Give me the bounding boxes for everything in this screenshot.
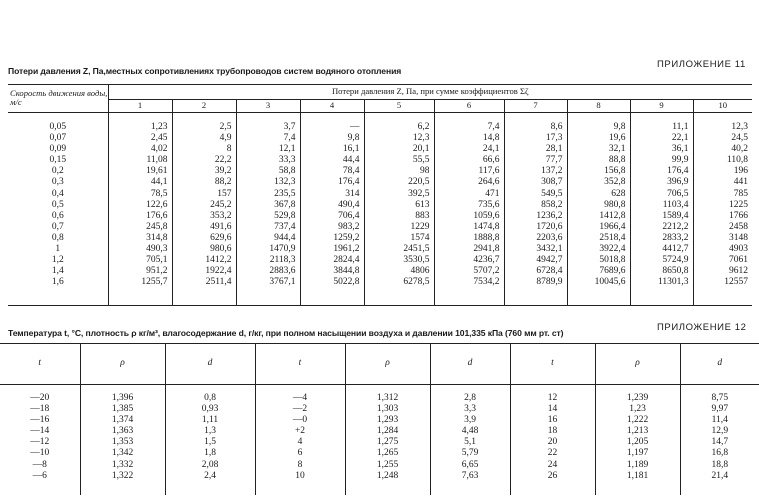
table-cell: 705,1	[146, 255, 168, 266]
table-cell: 1,265	[376, 448, 399, 459]
table-cell: 1,374	[111, 415, 134, 426]
table-cell: 22	[547, 448, 558, 459]
table-cell: 2,08	[201, 459, 219, 470]
value-column	[510, 385, 595, 495]
table-cell: 4412,7	[662, 244, 689, 255]
table-cell: 1,284	[376, 426, 399, 437]
table-cell: 883	[415, 210, 430, 221]
table-cell: 44,1	[150, 177, 168, 188]
value-column	[364, 113, 434, 306]
table-cell: 314	[345, 188, 360, 199]
table-cell: 1103,4	[662, 199, 689, 210]
table-cell: 10045,6	[594, 277, 626, 288]
table-cell: 1229	[410, 221, 430, 232]
table-cell: 19,61	[146, 166, 168, 177]
table-cell: 1,363	[111, 426, 134, 437]
value-column	[172, 113, 236, 306]
table-cell: 0,8	[51, 232, 64, 243]
table-cell: 176,4	[338, 177, 360, 188]
value-column	[567, 113, 630, 306]
speed-header: Скорость движения воды, м/с	[8, 85, 108, 113]
table-cell: 137,2	[541, 166, 563, 177]
table-cell: —	[350, 122, 360, 132]
table-cell: 706,5	[667, 188, 689, 199]
table-cell: 16,8	[711, 448, 729, 459]
value-column	[430, 385, 510, 495]
table-cell: 1,342	[111, 448, 134, 459]
table-cell: 1,213	[626, 426, 649, 437]
table-cell: 1,248	[376, 470, 399, 481]
table-cell: 1,11	[201, 415, 219, 426]
table-cell: 16	[547, 415, 558, 426]
table-cell: 0,7	[51, 221, 64, 232]
table-cell: 39,2	[214, 166, 232, 177]
table-cell: 1059,6	[473, 210, 500, 221]
table-cell: 6278,5	[403, 277, 430, 288]
appendix-11-label: ПРИЛОЖЕНИЕ 11	[657, 59, 746, 70]
value-column	[300, 113, 364, 306]
table-cell: 1,275	[376, 437, 399, 448]
table-cell: 1,353	[111, 437, 134, 448]
table-cell: 2,4	[204, 470, 216, 481]
table-cell: 1,293	[376, 415, 399, 426]
table-cell: 629,6	[210, 232, 232, 243]
table-cell: 0,09	[49, 144, 67, 155]
column-header: d	[430, 344, 510, 385]
table-cell: 156,8	[604, 166, 626, 177]
table-cell: 99,9	[671, 155, 689, 166]
column-header: 1	[108, 100, 172, 113]
table-cell: 21,4	[711, 470, 729, 481]
table-cell: 0,4	[51, 188, 64, 199]
table-cell: 1720,6	[536, 221, 563, 232]
value-column	[345, 385, 430, 495]
table-cell: 5,79	[461, 448, 479, 459]
table-cell: 1412,2	[205, 255, 232, 266]
table-cell: 1888,8	[473, 232, 500, 243]
table-cell: 14,8	[482, 133, 500, 144]
table-cell: 58,8	[278, 166, 296, 177]
table-cell: 8,75	[711, 393, 729, 403]
table-cell: 4,9	[219, 133, 232, 144]
table-cell: 44,4	[342, 155, 360, 166]
table-cell: 11,1	[672, 122, 689, 132]
table-cell: 6	[297, 448, 303, 459]
table-cell: 28,1	[545, 144, 563, 155]
table-cell: 235,5	[274, 188, 296, 199]
table-cell: 2,5	[219, 122, 232, 132]
table-cell: 1	[55, 244, 61, 255]
table-cell: 2,45	[150, 133, 168, 144]
table-cell: 3148	[729, 232, 748, 243]
table-cell: 490,3	[146, 244, 168, 255]
table-cell: 1,23	[150, 122, 168, 132]
table-cell: 12,9	[711, 426, 729, 437]
value-column	[595, 385, 680, 495]
table-cell: 8	[226, 144, 232, 155]
table-cell: 2458	[729, 221, 748, 232]
table-cell: 0,05	[49, 122, 67, 132]
table-cell: 132,3	[274, 177, 296, 188]
air-saturation-table	[0, 343, 759, 495]
table-cell: 1412,8	[599, 210, 626, 221]
table-cell: 2203,6	[536, 232, 563, 243]
table-cell: 1,255	[376, 459, 399, 470]
pressure-loss-table	[8, 84, 752, 306]
table-cell: 3,7	[283, 122, 296, 132]
table-cell: 9,8	[347, 133, 360, 144]
table-cell: 396,9	[667, 177, 689, 188]
table-cell: 117,6	[478, 166, 500, 177]
table-cell: 157	[217, 188, 232, 199]
table-cell: —6	[32, 470, 47, 481]
table-cell: 1,3	[204, 426, 216, 437]
table-cell: 14	[547, 404, 558, 415]
table-cell: 0,3	[51, 177, 64, 188]
table-cell: 2518,4	[599, 232, 626, 243]
table-cell: 529,8	[274, 210, 296, 221]
table-cell: 4,02	[150, 144, 168, 155]
table-cell: 2833,2	[662, 232, 689, 243]
table-cell: 1,239	[626, 393, 649, 403]
table-cell: —14	[30, 426, 50, 437]
table-cell: 980,6	[210, 244, 232, 255]
table-cell: 78,5	[150, 188, 168, 199]
table-cell: 0,8	[204, 393, 216, 403]
table-cell: 980,8	[604, 199, 626, 210]
table-cell: 8	[297, 459, 303, 470]
column-header: 8	[567, 100, 630, 113]
table-cell: 1259,2	[333, 232, 360, 243]
table-cell: 2883,6	[269, 266, 296, 277]
table-cell: 1,322	[111, 470, 134, 481]
table-cell: 176,4	[667, 166, 689, 177]
table-cell: 2212,2	[662, 221, 689, 232]
table-cell: 1574	[410, 232, 430, 243]
table-cell: 0,07	[49, 133, 67, 144]
table-cell: 1255,7	[141, 277, 168, 288]
table2-caption: Температура t, °С, плотность ρ кг/м³, влагосодержание d, г/кг, при полном насыщении воздуха и давлении 101,335 кПа (760 мм рт. ст)	[8, 328, 564, 338]
table-cell: 245,2	[210, 199, 232, 210]
table-cell: 264,6	[478, 177, 500, 188]
table-cell: —12	[30, 437, 50, 448]
table-cell: 1589,4	[662, 210, 689, 221]
speed-column	[8, 113, 108, 306]
table-cell: 110,8	[726, 155, 748, 166]
column-header: 5	[364, 100, 434, 113]
table-cell: 491,6	[210, 221, 232, 232]
column-header: t	[255, 344, 345, 385]
table-cell: 88,2	[214, 177, 232, 188]
table-cell: 983,2	[338, 221, 360, 232]
appendix-12-label: ПРИЛОЖЕНИЕ 12	[657, 322, 747, 333]
table-cell: 196	[733, 166, 748, 177]
column-header: 3	[236, 100, 300, 113]
table-cell: 628	[611, 188, 626, 199]
column-header: t	[0, 344, 80, 385]
table-cell: 737,4	[274, 221, 296, 232]
table-cell: 951,2	[146, 266, 168, 277]
table-cell: 3,9	[464, 415, 476, 426]
column-header: d	[165, 344, 255, 385]
value-column	[236, 113, 300, 306]
table-cell: 2118,3	[269, 255, 296, 266]
table-cell: 392,5	[408, 188, 430, 199]
table-cell: 1,181	[626, 470, 649, 481]
table-cell: +2	[294, 426, 306, 437]
table-cell: 0,5	[51, 199, 64, 210]
column-header: 4	[300, 100, 364, 113]
table-cell: 7,63	[461, 470, 479, 481]
table-cell: 26	[547, 470, 558, 481]
table-cell: 7,4	[283, 133, 296, 144]
table-cell: 8789,9	[536, 277, 563, 288]
table-cell: 5724,9	[662, 255, 689, 266]
table-cell: 20,1	[412, 144, 430, 155]
table-cell: 1225	[729, 199, 748, 210]
table-cell: —10	[30, 448, 50, 459]
column-header: ρ	[80, 344, 165, 385]
table-cell: 1,222	[626, 415, 649, 426]
table-cell: 12557	[724, 277, 748, 288]
table-cell: 1,189	[626, 459, 649, 470]
table-cell: 1474,8	[473, 221, 500, 232]
table-cell: 4	[297, 437, 303, 448]
value-column	[504, 113, 567, 306]
table-cell: 490,4	[338, 199, 360, 210]
table-cell: 0,93	[201, 404, 219, 415]
table-cell: 1,303	[376, 404, 399, 415]
table-cell: 0,2	[51, 166, 64, 177]
table-cell: 1,312	[376, 393, 399, 403]
table-cell: 12,1	[278, 144, 296, 155]
table-cell: 11,4	[711, 415, 728, 426]
table-cell: 613	[415, 199, 430, 210]
table-cell: 3530,5	[403, 255, 430, 266]
table-cell: 2941,8	[473, 244, 500, 255]
table-cell: 7061	[729, 255, 748, 266]
table-cell: 4942,7	[536, 255, 563, 266]
table-cell: 5707,2	[473, 266, 500, 277]
column-header: ρ	[345, 344, 430, 385]
table-cell: —16	[30, 415, 50, 426]
table-cell: 245,8	[146, 221, 168, 232]
value-column	[80, 385, 165, 495]
table-cell: 2824,4	[333, 255, 360, 266]
table-cell: 314,8	[146, 232, 168, 243]
table-cell: 6,65	[461, 459, 479, 470]
table-cell: 176,6	[146, 210, 168, 221]
table-cell: 1766	[729, 210, 748, 221]
table-cell: 944,4	[274, 232, 296, 243]
table-cell: 7,4	[487, 122, 500, 132]
table-cell: —8	[32, 459, 47, 470]
table-cell: 32,1	[608, 144, 626, 155]
table-cell: 9612	[729, 266, 748, 277]
table-cell: 5022,8	[333, 277, 360, 288]
table-cell: 1,23	[629, 404, 646, 415]
table-cell: 1,205	[626, 437, 649, 448]
table-cell: 122,6	[146, 199, 168, 210]
value-column	[255, 385, 345, 495]
value-column	[680, 385, 759, 495]
table-cell: 11301,3	[657, 277, 689, 288]
table-cell: 441	[733, 177, 748, 188]
table-cell: 2,8	[464, 393, 476, 403]
table-cell: 33,3	[278, 155, 296, 166]
column-header: 7	[504, 100, 567, 113]
table-cell: 1,8	[204, 448, 216, 459]
table-cell: 3767,1	[269, 277, 296, 288]
column-header: ρ	[595, 344, 680, 385]
value-column	[108, 113, 172, 306]
table-cell: 12	[547, 393, 558, 403]
table-cell: 2451,5	[403, 244, 430, 255]
table-cell: 12,3	[412, 133, 430, 144]
table-cell: —2	[292, 404, 308, 415]
table-cell: 7534,2	[473, 277, 500, 288]
table-cell: 1,197	[626, 448, 649, 459]
table-cell: 549,5	[541, 188, 563, 199]
table-cell: 8650,8	[662, 266, 689, 277]
table-cell: 8,6	[550, 122, 563, 132]
table-cell: 706,4	[338, 210, 360, 221]
table-cell: 367,8	[274, 199, 296, 210]
table-cell: 3432,1	[536, 244, 563, 255]
table-cell: 1,2	[51, 255, 64, 266]
table-cell: 3844,8	[333, 266, 360, 277]
table-cell: 22,2	[214, 155, 232, 166]
column-header: d	[680, 344, 759, 385]
table-cell: 1,385	[111, 404, 134, 415]
table-cell: 78,4	[342, 166, 360, 177]
table-cell: 1,6	[51, 277, 64, 288]
table-cell: 22,1	[671, 133, 689, 144]
table-cell: 1236,2	[536, 210, 563, 221]
table-cell: —20	[30, 393, 50, 403]
table-cell: 1,396	[111, 393, 134, 403]
table-cell: 4806	[410, 266, 430, 277]
table-cell: 1,5	[204, 437, 216, 448]
table-cell: 4236,7	[473, 255, 500, 266]
table-cell: 98	[420, 166, 430, 177]
table-cell: 3922,4	[599, 244, 626, 255]
table-cell: 12,3	[731, 122, 748, 132]
column-header: 10	[693, 100, 752, 113]
table-cell: 7689,6	[599, 266, 626, 277]
value-column	[630, 113, 693, 306]
table-cell: 1961,2	[333, 244, 360, 255]
table-cell: 11,08	[146, 155, 168, 166]
table-cell: 24	[547, 459, 558, 470]
table-cell: 0,15	[49, 155, 67, 166]
table-cell: 9,97	[711, 404, 729, 415]
table-cell: 66,6	[482, 155, 500, 166]
table-cell: 40,2	[731, 144, 748, 155]
table-cell: 6728,4	[536, 266, 563, 277]
table-cell: —4	[292, 393, 308, 403]
table-cell: 308,7	[541, 177, 563, 188]
table-cell: 6,2	[417, 122, 430, 132]
table-cell: 55,5	[412, 155, 430, 166]
column-header: t	[510, 344, 595, 385]
table-cell: 1,4	[51, 266, 64, 277]
table-cell: 5018,8	[599, 255, 626, 266]
table-cell: 24,5	[731, 133, 748, 144]
value-column	[434, 113, 504, 306]
table-cell: 352,8	[604, 177, 626, 188]
table-cell: 9,8	[613, 122, 626, 132]
column-header: 2	[172, 100, 236, 113]
table-cell: 16,1	[342, 144, 360, 155]
table-cell: 1,332	[111, 459, 134, 470]
table-cell: 4,48	[461, 426, 479, 437]
table-cell: 19,6	[608, 133, 626, 144]
table-cell: 1922,4	[205, 266, 232, 277]
table-cell: 4903	[729, 244, 748, 255]
table-cell: 5,1	[464, 437, 476, 448]
table-cell: 10	[295, 470, 305, 481]
table-cell: 14,7	[711, 437, 729, 448]
table1-caption: Потери давления Z, Па,местных сопротивлениях трубопроводов систем водяного отопления	[8, 66, 402, 76]
table-cell: 1966,4	[599, 221, 626, 232]
value-column	[0, 385, 80, 495]
table-cell: 471	[485, 188, 500, 199]
table-cell: 220,5	[408, 177, 430, 188]
value-column	[165, 385, 255, 495]
table-cell: 0,6	[51, 210, 64, 221]
column-header: 6	[434, 100, 504, 113]
table-cell: 24,1	[482, 144, 500, 155]
table-cell: 20	[547, 437, 558, 448]
pressure-header: Потери давления Z, Па, при сумме коэффициентов Σζ	[108, 85, 752, 100]
table-cell: 17,3	[545, 133, 563, 144]
table-cell: —0	[292, 415, 308, 426]
table-cell: 77,7	[545, 155, 563, 166]
table-cell: —18	[30, 404, 50, 415]
table-cell: 353,2	[210, 210, 232, 221]
table-cell: 1470,9	[269, 244, 296, 255]
table-cell: 18	[547, 426, 558, 437]
table-cell: 858,2	[541, 199, 563, 210]
table-cell: 88,8	[608, 155, 626, 166]
table-cell: 735,6	[478, 199, 500, 210]
table-cell: 2511,4	[205, 277, 232, 288]
column-header: 9	[630, 100, 693, 113]
table-cell: 36,1	[671, 144, 689, 155]
table-cell: 3,3	[464, 404, 476, 415]
table-cell: 785	[733, 188, 748, 199]
value-column	[693, 113, 752, 306]
table-cell: 18,8	[711, 459, 729, 470]
